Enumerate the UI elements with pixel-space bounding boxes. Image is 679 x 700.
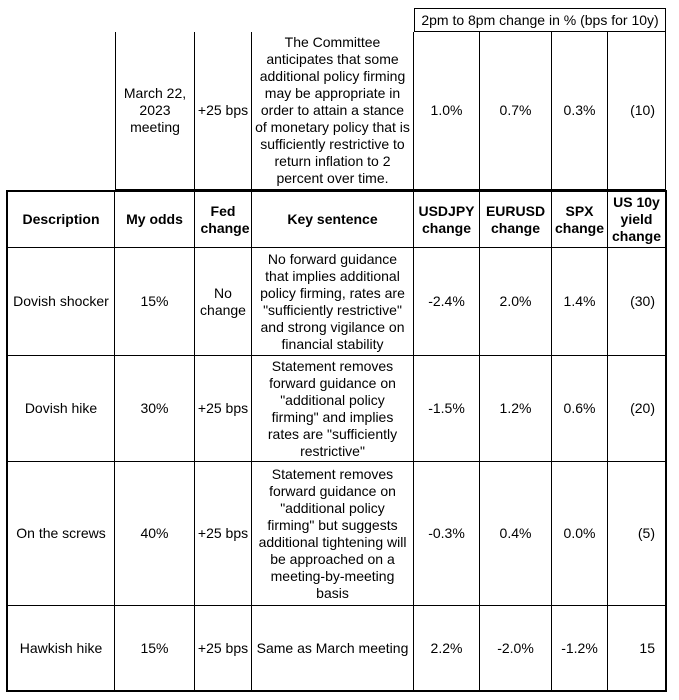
row-fed-change-cell <box>195 606 252 692</box>
header-odds-label: My odds <box>126 211 183 227</box>
march-eurusd-cell <box>480 32 552 190</box>
march-usdjpy-value: 1.0% <box>430 102 463 118</box>
row-odds-cell <box>115 462 195 606</box>
row-eurusd: -2.0% <box>497 639 534 656</box>
row-us10y-cell <box>608 356 667 462</box>
header-usdjpy-label: USDJPY change <box>418 202 475 236</box>
march-usdjpy-cell <box>414 32 480 190</box>
row-fed-change: +25 bps <box>197 525 249 541</box>
row-spx: -1.2% <box>561 639 598 656</box>
row-key-sentence-cell <box>252 462 414 606</box>
march-spx-value: 0.3% <box>563 102 596 118</box>
row-fed-change: +25 bps <box>197 400 249 416</box>
row-spx: 0.0% <box>563 525 596 541</box>
row-us10y: (20) <box>630 400 655 416</box>
row-eurusd-cell <box>480 462 552 606</box>
row-fed-change: No change <box>200 284 246 318</box>
row-eurusd-cell <box>480 248 552 356</box>
row-description: On the screws <box>16 525 106 541</box>
row-description: Dovish hike <box>24 400 98 416</box>
row-eurusd: 0.4% <box>499 525 532 541</box>
row-usdjpy: -0.3% <box>428 525 465 541</box>
row-eurusd-cell <box>480 606 552 692</box>
march-fed-change-value: +25 bps <box>197 102 249 118</box>
row-odds: 15% <box>140 293 169 309</box>
row-fed-change-cell <box>195 462 252 606</box>
row-us10y: (30) <box>630 293 655 309</box>
row-odds: 40% <box>140 525 169 541</box>
row-usdjpy: -2.4% <box>428 293 465 309</box>
march-meeting-label: March 22, 2023 meeting <box>123 85 187 135</box>
header-description-label: Description <box>22 211 100 227</box>
row-us10y-cell <box>608 462 667 606</box>
row-eurusd: 2.0% <box>499 293 532 309</box>
header-fed-change <box>195 190 252 248</box>
row-key-sentence: Statement removes forward guidance on "additional policy firming" and implies rates are "sufficiently restrictive" <box>267 357 398 459</box>
row-fed-change-cell <box>195 356 252 462</box>
march-us10y-cell <box>608 32 666 190</box>
march-meeting-cell <box>115 32 195 190</box>
header-odds <box>115 190 195 248</box>
row-usdjpy: -1.5% <box>428 400 465 416</box>
header-key-sentence <box>252 190 414 248</box>
row-description-cell <box>6 606 115 692</box>
header-fed-change-label: Fed change <box>200 202 250 236</box>
row-fed-change: +25 bps <box>197 639 249 656</box>
row-description-cell <box>6 356 115 462</box>
header-us10y <box>608 190 667 248</box>
march-spx-cell <box>552 32 608 190</box>
row-odds: 30% <box>140 400 169 416</box>
row-key-sentence: Same as March meeting <box>256 639 409 656</box>
row-usdjpy-cell <box>414 248 480 356</box>
row-key-sentence-cell <box>252 606 414 692</box>
header-eurusd <box>480 190 552 248</box>
row-description-cell <box>6 462 115 606</box>
row-key-sentence: No forward guidance that implies additional policy firming, rates are "sufficiently restrictive" and strong vigilance on financial stability <box>260 250 405 352</box>
row-description: Hawkish hike <box>19 639 103 656</box>
row-key-sentence: Statement removes forward guidance on "additional policy firming" but suggests additional tightening will be approached on a meeting-by-meeting basis <box>258 465 407 601</box>
row-key-sentence-cell <box>252 248 414 356</box>
row-spx-cell <box>552 462 608 606</box>
row-spx: 1.4% <box>563 293 596 309</box>
row-spx-cell <box>552 356 608 462</box>
row-us10y: 15 <box>639 639 655 656</box>
market-change-header-label: 2pm to 8pm change in % (bps for 10y) <box>421 11 659 28</box>
row-spx-cell <box>552 606 608 692</box>
row-eurusd-cell <box>480 356 552 462</box>
header-us10y-label: US 10y yield change <box>611 194 661 244</box>
row-odds: 15% <box>140 639 169 656</box>
row-odds-cell <box>115 248 195 356</box>
header-eurusd-label: EURUSD change <box>485 202 546 236</box>
row-description-cell <box>6 248 115 356</box>
header-key-sentence-label: Key sentence <box>287 211 378 227</box>
row-usdjpy-cell <box>414 606 480 692</box>
row-usdjpy: 2.2% <box>430 639 463 656</box>
row-odds-cell <box>115 606 195 692</box>
row-key-sentence-cell <box>252 356 414 462</box>
header-spx <box>552 190 608 248</box>
row-fed-change-cell <box>195 248 252 356</box>
march-fed-change-cell <box>195 32 252 190</box>
march-eurusd-value: 0.7% <box>499 102 532 118</box>
header-usdjpy <box>414 190 480 248</box>
header-description <box>6 190 115 248</box>
market-change-header <box>414 8 666 32</box>
row-usdjpy-cell <box>414 462 480 606</box>
row-odds-cell <box>115 356 195 462</box>
row-us10y-cell <box>608 248 667 356</box>
row-usdjpy-cell <box>414 356 480 462</box>
march-key-sentence-text: The Committee anticipates that some additional policy firming may be appropriate in order to attain a stance of monetary policy that is sufficiently restrictive to return inflation to 2 percent over time. <box>255 34 410 186</box>
row-eurusd: 1.2% <box>499 400 532 416</box>
row-spx-cell <box>552 248 608 356</box>
header-spx-label: SPX change <box>554 202 604 236</box>
march-us10y-value: (10) <box>630 102 655 118</box>
row-description: Dovish shocker <box>13 293 109 309</box>
row-us10y-cell <box>608 606 667 692</box>
march-key-sentence-cell <box>252 32 414 190</box>
row-spx: 0.6% <box>563 400 596 416</box>
row-us10y: (5) <box>637 525 655 541</box>
